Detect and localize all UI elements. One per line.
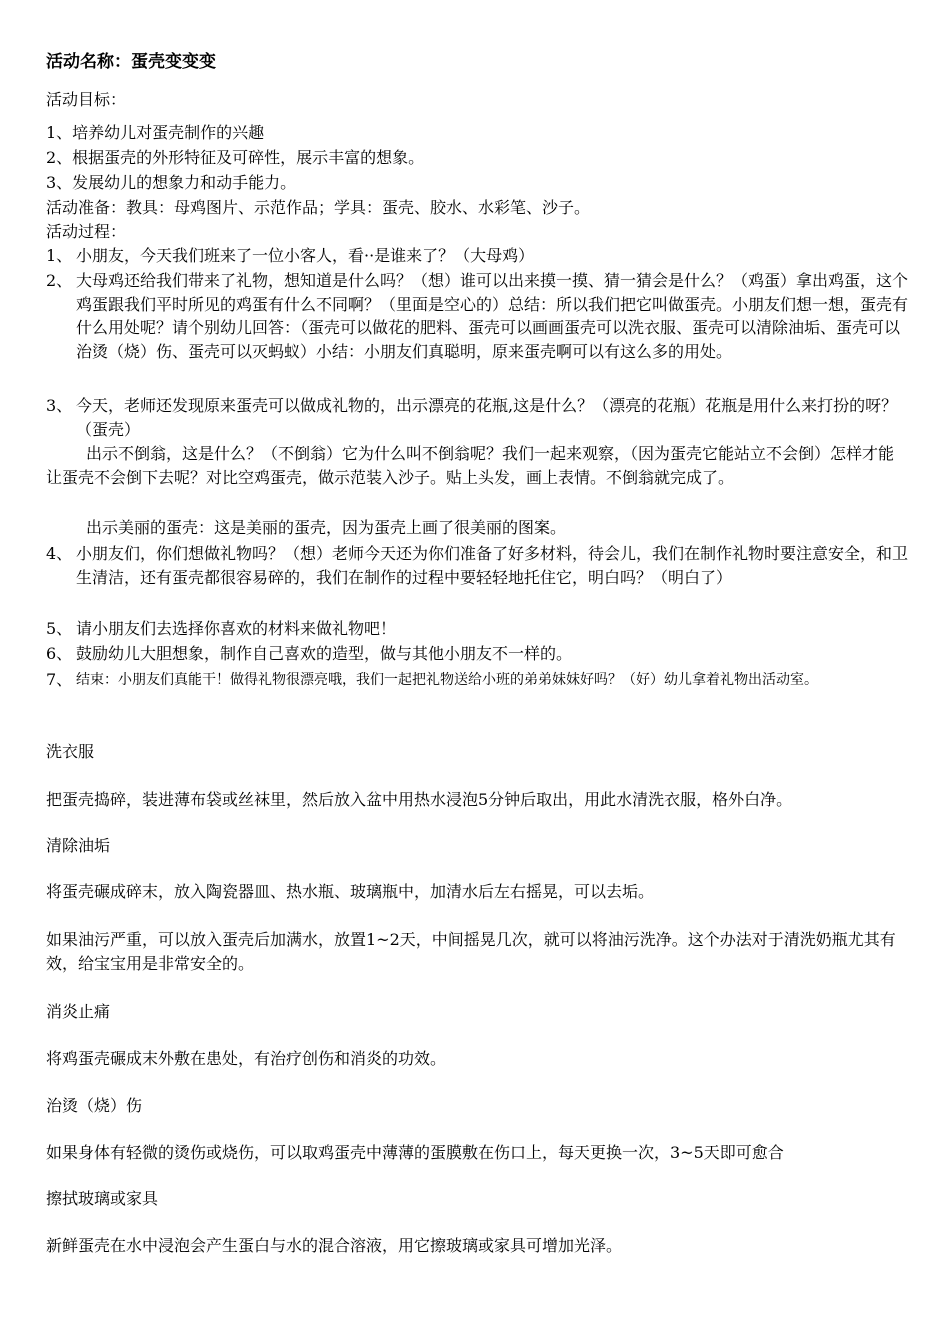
goals-heading: 活动目标： — [46, 90, 127, 109]
step-text: 鼓励幼儿大胆想象，制作自己喜欢的造型，做与其他小朋友不一样的。 — [76, 644, 573, 663]
section-heading: 治烫（烧）伤 — [46, 1096, 143, 1115]
step-number: 4、 — [46, 544, 73, 563]
step-text: 今天，老师还发现原来蛋壳可以做成礼物的，出示漂亮的花瓶,这是什么？（漂亮的花瓶）花瓶是用什么来打扮的呀？（蛋壳） — [76, 396, 898, 439]
section-paragraph: 将蛋壳碾成碎末，放入陶瓷器皿、热水瓶、玻璃瓶中，加清水后左右摇晃，可以去垢。 — [46, 882, 655, 901]
section-paragraph: 如果身体有轻微的烫伤或烧伤，可以取鸡蛋壳中薄薄的蛋膜敷在伤口上，每天更换一次，3~5天即可愈合 — [46, 1143, 784, 1162]
step-number: 6、 — [46, 644, 73, 663]
step3-detail-tumbler: 出示不倒翁，这是什么？（不倒翁）它为什么叫不倒翁呢？我们一起来观察，（因为蛋壳它能站立不会倒）怎样才能让蛋壳不会倒下去呢？对比空鸡蛋壳，做示范装入沙子。贴上头发，画上表情。不倒翁就完成了。 — [46, 444, 895, 487]
goal-item: 3、发展幼儿的想象力和动手能力。 — [46, 173, 297, 192]
section-paragraph: 如果油污严重，可以放入蛋壳后加满水，放置1~2天，中间摇晃几次，就可以将油污洗净。这个办法对于清洗奶瓶尤其有效，给宝宝用是非常安全的。 — [46, 930, 896, 973]
section-paragraph: 把蛋壳捣碎，装进薄布袋或丝袜里，然后放入盆中用热水浸泡5分钟后取出，用此水清洗衣服，格外白净。 — [46, 790, 793, 809]
step-text: 大母鸡还给我们带来了礼物，想知道是什么吗？（想）谁可以出来摸一摸、猜一猜会是什么？（鸡蛋）拿出鸡蛋，这个鸡蛋跟我们平时所见的鸡蛋有什么不同啊？（里面是空心的）总结：所以我们把它叫做蛋壳。小朋友们想一想，蛋壳有什么用处呢？请个别幼儿回答：（蛋壳可以做花的肥料、蛋壳可以画画蛋壳可以洗衣服、蛋壳可以清除油垢、蛋壳可以治烫（烧）伤、蛋壳可以灭蚂蚁）小结：小朋友们真聪明，原来蛋壳啊可以有这么多的用处。 — [76, 271, 909, 361]
goal-item: 1、培养幼儿对蛋壳制作的兴趣 — [46, 123, 265, 142]
preparation-text: 活动准备：教具：母鸡图片、示范作品；学具：蛋壳、胶水、水彩笔、沙子。 — [46, 198, 591, 217]
section-paragraph: 将鸡蛋壳碾成末外敷在患处，有治疗创伤和消炎的功效。 — [46, 1049, 447, 1068]
step-text: 结束：小朋友们真能干！做得礼物很漂亮哦，我们一起把礼物送给小班的弟弟妹妹好吗？（好）幼儿拿着礼物出活动室。 — [76, 672, 818, 688]
step-number: 2、 — [46, 271, 73, 290]
step-number: 5、 — [46, 619, 73, 638]
step-number: 3、 — [46, 396, 73, 415]
section-heading: 清除油垢 — [46, 836, 111, 855]
section-heading: 消炎止痛 — [46, 1002, 111, 1021]
activity-title: 活动名称：蛋壳变变变 — [46, 52, 216, 72]
step-text: 小朋友，今天我们班来了一位小客人，看··是谁来了？（大母鸡） — [76, 246, 535, 265]
step-number: 1、 — [46, 246, 73, 265]
step-text: 小朋友们，你们想做礼物吗？（想）老师今天还为你们准备了好多材料，待会儿，我们在制作礼物时要注意安全，和卫生清洁，还有蛋壳都很容易碎的，我们在制作的过程中要轻轻地托住它，明白吗？（明白了） — [76, 544, 909, 587]
process-heading: 活动过程： — [46, 222, 127, 241]
goal-item: 2、根据蛋壳的外形特征及可碎性，展示丰富的想象。 — [46, 148, 425, 167]
step-text: 请小朋友们去选择你喜欢的材料来做礼物吧！ — [76, 619, 397, 638]
section-heading: 擦拭玻璃或家具 — [46, 1189, 159, 1208]
section-heading: 洗衣服 — [46, 742, 95, 761]
step-number: 7、 — [46, 670, 73, 689]
section-paragraph: 新鲜蛋壳在水中浸泡会产生蛋白与水的混合溶液，用它擦玻璃或家具可增加光泽。 — [46, 1236, 623, 1255]
step3-detail-beautiful: 出示美丽的蛋壳：这是美丽的蛋壳，因为蛋壳上画了很美丽的图案。 — [86, 518, 567, 537]
